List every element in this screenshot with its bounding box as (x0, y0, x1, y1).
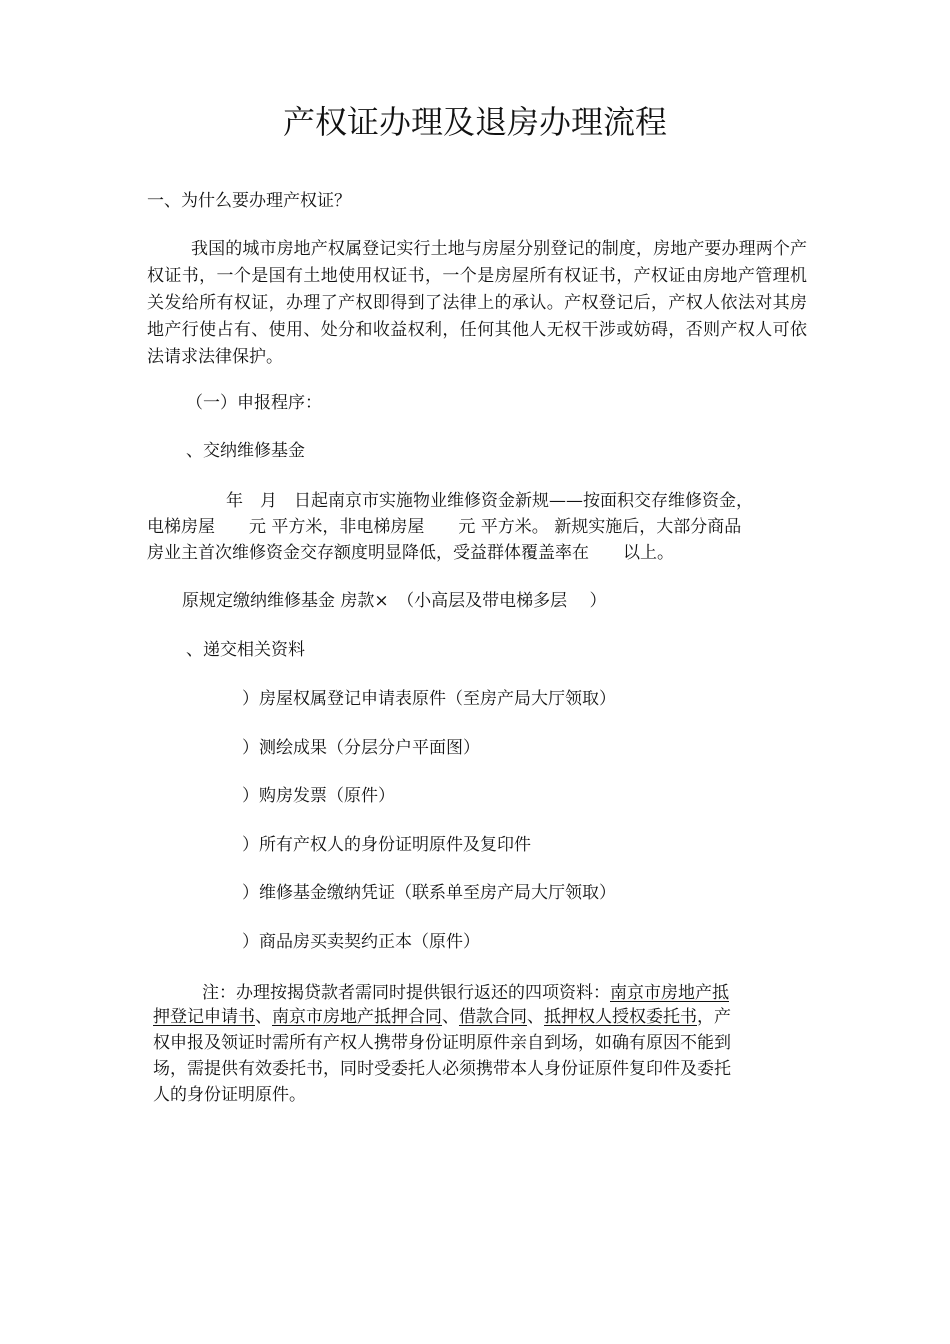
note-line-1 (202, 980, 729, 1007)
document-item: ）所有产权人的身份证明原件及复印件 (242, 835, 531, 855)
note-doc-loan-contract: 借款合同 (459, 1007, 527, 1027)
note-line-4: 场，需提供有效委托书，同时受委托人必须携带本人身份证原件复印件及委托 (153, 1059, 731, 1079)
document-item: ）购房发票（原件） (242, 786, 395, 806)
section-paragraph-why: 我国的城市房地产权属登记实行土地与房屋分别登记的制度，房地产要办理两个产权证书，一个是国有土地使用权证书，一个是房屋所有权证书，产权证由房地产管理机关发给所有权证，办理了产权即得到了法律上的承认。产权登记后，产权人依法对其房地产行使占有、使用、处分和收益权利，任何其他人无权干涉或妨碍，否则产权人可依法请求法律保护。 (147, 239, 807, 367)
note-line-2-rest: ，产 (697, 1007, 731, 1027)
note-separator: 、 (255, 1007, 272, 1027)
note-doc-mortgage-application: 南京市房地产抵 (610, 983, 729, 1003)
procedure-heading: （一）申报程序： (186, 393, 322, 413)
note-separator: 、 (527, 1007, 544, 1027)
document-item: ）维修基金缴纳凭证（联系单至房产局大厅领取） (242, 883, 616, 903)
note-line-2 (153, 1004, 731, 1031)
note-doc-power-of-attorney: 抵押权人授权委托书 (544, 1007, 697, 1027)
note-separator: 、 (442, 1007, 459, 1027)
step-heading-fund: 、交纳维修基金 (186, 441, 305, 461)
note-doc-mortgage-contract: 南京市房地产抵押合同 (272, 1007, 442, 1027)
note-line-5: 人的身份证明原件。 (153, 1085, 306, 1105)
fund-rule-line-2: 电梯房屋 元 平方米，非电梯房屋 元 平方米。 新规实施后，大部分商品 (147, 517, 742, 537)
step-heading-documents: 、递交相关资料 (186, 640, 305, 660)
note-doc-mortgage-application-cont: 押登记申请书 (153, 1007, 255, 1027)
fund-old-rule: 原规定缴纳维修基金 房款× （小高层及带电梯多层 ） (182, 591, 607, 611)
document-item: ）房屋权属登记申请表原件（至房产局大厅领取） (242, 689, 616, 709)
note-line-3: 权申报及领证时需所有产权人携带身份证明原件亲自到场，如确有原因不能到 (153, 1033, 731, 1053)
document-item: ）测绘成果（分层分户平面图） (242, 738, 480, 758)
section-heading-why: 一、为什么要办理产权证？ (147, 191, 351, 211)
fund-rule-line-3: 房业主首次维修资金交存额度明显降低，受益群体覆盖率在 以上。 (147, 543, 674, 563)
note-prefix: 注：办理按揭贷款者需同时提供银行返还的四项资料： (202, 983, 610, 1003)
fund-rule-line-1: 年 月 日起南京市实施物业维修资金新规——按面积交存维修资金， (226, 491, 753, 511)
document-item: ）商品房买卖契约正本（原件） (242, 932, 480, 952)
document-title: 产权证办理及退房办理流程 (282, 103, 667, 141)
